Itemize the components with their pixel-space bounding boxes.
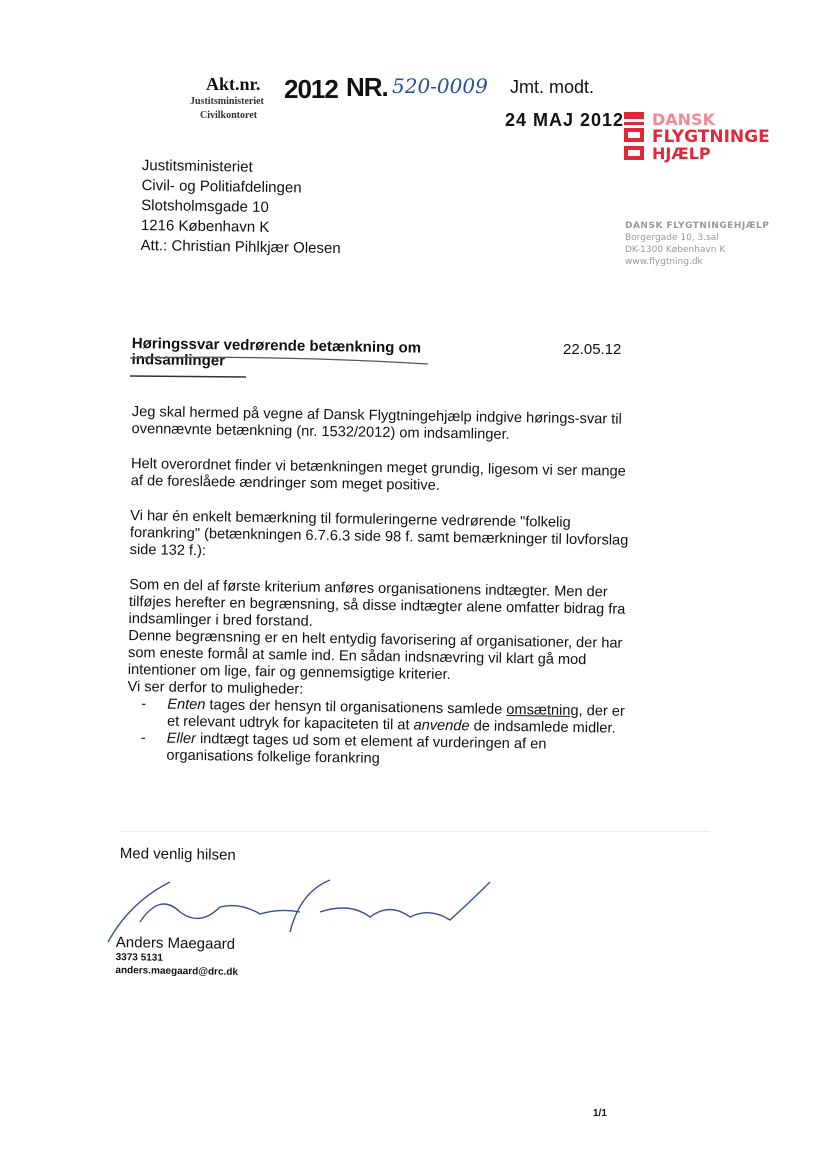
stamp-year: 2012 <box>284 74 338 104</box>
sender-web: www.flygtning.dk <box>625 257 703 267</box>
body-paragraph: Jeg skal hermed på vegne af Dansk Flygtningehjælp indgive hørings-svar til ovennævnte betænkning (nr. 1532/2012) om indsamlinger. <box>131 404 622 443</box>
signer-name: Anders Maegaard <box>115 934 236 953</box>
list-dash: - <box>141 696 147 713</box>
item-text: , der er et relevant udtryk for kapaciteten til at <box>166 703 625 734</box>
item-text: tages der hensyn til organisationens samlede <box>205 697 507 718</box>
letter-date: 22.05.12 <box>563 341 622 358</box>
sender-street: Borgergade 10, 3.sal <box>625 233 719 243</box>
body-paragraph: Helt overordnet finder vi betænkningen meget grundig, ligesom vi ser mange af de foreslåede ændringer som meget positive. <box>130 455 626 494</box>
recipient-line: 1216 København K <box>140 216 270 237</box>
logo-line-dansk: DANSK <box>652 110 715 129</box>
stamp-jmt-label: Jmt. modt. <box>510 77 595 97</box>
recipient-line: Att.: Christian Pihlkjær Olesen <box>140 236 341 258</box>
body-paragraph: Vi ser derfor to muligheder: <box>127 678 304 698</box>
drc-logo <box>624 110 770 163</box>
divider <box>120 831 710 832</box>
body-paragraph: Vi har én enkelt bemærkning til formuleringerne vedrørende "folkelig forankring" (betænkningen 6.7.6.3 side 98 f. samt bemærkninger til lovforslag side 132 f.): <box>129 507 629 560</box>
item-emphasis: Enten <box>167 696 206 714</box>
logo-line-flygtninge: FLYGTNINGE <box>652 127 770 147</box>
body-paragraph: Denne begrænsning er en helt entydig favorisering af organisationer, der har som eneste formål at samle ind. En sådan indsnævring vil klart gå mod intentioner om lige, fair og gennemsigtige kriterier. <box>127 627 623 684</box>
stamp-office: Civilkontoret <box>200 110 258 121</box>
drc-logo-mark-icon <box>624 112 644 160</box>
sender-city: DK-1300 København K <box>625 245 726 255</box>
recipient-line: Justitsministeriet <box>141 156 253 176</box>
recipient-line: Civil- og Politiafdelingen <box>141 176 302 197</box>
item-underlined: omsætning <box>506 701 579 720</box>
item-text: de indsamlede midler. <box>469 718 616 737</box>
item-emphasis: anvende <box>413 717 470 735</box>
stamp-nr-value: 520-0009 <box>392 74 488 98</box>
sender-name: DANSK FLYGTNINGEHJÆLP <box>625 221 770 231</box>
page-number: 1/1 <box>593 1108 607 1119</box>
signer-phone: 3373 5131 <box>115 951 163 964</box>
list-item <box>126 730 626 772</box>
stamp-received-date: 24 MAJ 2012 <box>505 110 625 130</box>
signer-block <box>115 934 238 979</box>
letter-body <box>126 404 632 772</box>
logo-line-hjaelp: HJÆLP <box>652 144 711 163</box>
body-paragraph: Som en del af første kriterium anføres organisationens indtægter. Men der tilføjes herefter en begrænsning, så disse indtægter alene omfatter bidrag fra indsamlinger i bred forstand. <box>128 576 626 630</box>
sender-address <box>625 220 769 268</box>
item-text: indtægt tages ud som et element af vurderingen af en organisations folkelige forankring <box>166 731 547 767</box>
recipient-line: Slotsholmsgade 10 <box>141 196 269 216</box>
options-list <box>126 696 627 772</box>
recipient-address <box>140 156 342 259</box>
subject-heading: Høringssvar vedrørende betænkning om indsamlinger <box>131 335 422 370</box>
stamp-nr-label: NR. <box>346 72 388 102</box>
stamp-akt-label: Akt.nr. <box>206 74 261 94</box>
closing-greeting: Med venlig hilsen <box>119 845 236 864</box>
list-dash: - <box>140 730 146 747</box>
stamp-ministry: Justitsministeriet <box>190 96 264 107</box>
item-emphasis: Eller <box>166 730 197 748</box>
subject-strike-scribble <box>128 352 448 382</box>
signer-email: anders.maegaard@drc.dk <box>115 964 239 978</box>
